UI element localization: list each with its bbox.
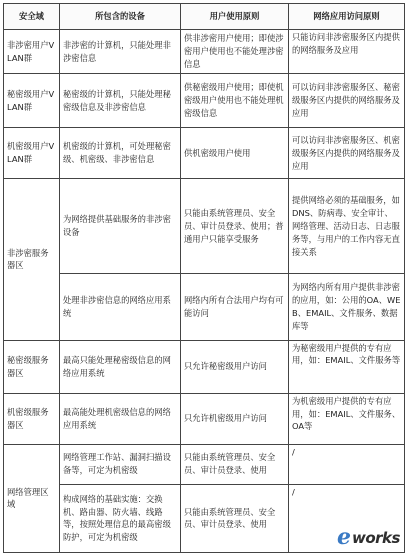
security-zone-cell: 非涉密服务器区 [4, 179, 60, 340]
header-cell: 安全域 [4, 4, 60, 30]
watermark-works-text: works [352, 529, 400, 547]
table-row [4, 393, 405, 444]
user-rule-cell: 只允许机密级用户访问 [181, 393, 289, 444]
device-cell: 非涉密的计算机，只能处理非涉密信息 [60, 30, 181, 74]
eworks-watermark-logo [337, 526, 399, 550]
security-domain-table [3, 3, 405, 553]
table-row [4, 128, 405, 179]
access-rule-cell: 可以访问非涉密服务区、秘密级服务区内提供的网络服务及应用 [289, 74, 405, 128]
table-row [4, 340, 405, 393]
device-cell: 构成网络的基础实施：交换机、路由器、防火墙、线路等，按照处理信息的最高密级防护，可定为机密级 [60, 484, 181, 552]
access-rule-cell: 为秘密级用户提供的专有应用，如：EMAIL、文件服务等 [289, 340, 405, 393]
user-rule-cell: 只能由系统管理员、安全员、审计员登录、使用；普通用户只能享受服务 [181, 179, 289, 274]
table-row [4, 74, 405, 128]
header-cell: 所包含的设备 [60, 4, 181, 30]
user-rule-cell: 供非涉密用户使用；即使涉密用户使用也不能处理涉密信息 [181, 30, 289, 74]
user-rule-cell: 只允许秘密级用户访问 [181, 340, 289, 393]
security-zone-cell: 机密级服务器区 [4, 393, 60, 444]
user-rule-cell: 供秘密级用户使用；即使机密级用户使用也不能处理机密级信息 [181, 74, 289, 128]
table-row [4, 30, 405, 74]
user-rule-cell: 网络内所有合法用户均有可能访问 [181, 274, 289, 340]
header-cell: 网络应用访问原则 [289, 4, 405, 30]
device-cell: 秘密级的计算机，只能处理秘密级信息及非涉密信息 [60, 74, 181, 128]
device-cell: 网络管理工作站、漏洞扫描设备等，可定为机密级 [60, 444, 181, 484]
access-rule-cell: 提供网络必须的基础服务，如DNS、防病毒、安全审计、网络管理、活动日志、日志服务等，与用户的工作内容无直接关系 [289, 179, 405, 274]
security-zone-cell: 网络管理区域 [4, 444, 60, 552]
security-zone-cell: 秘密级用户VLAN群 [4, 74, 60, 128]
table-row [4, 179, 405, 274]
device-cell: 最高能处理机密级信息的网络应用系统 [60, 393, 181, 444]
access-rule-cell: 为机密级用户提供的专有应用，如：EMAIL、文件服务、OA等 [289, 393, 405, 444]
access-rule-cell: 只能访问非涉密服务区内提供的网络服务及应用 [289, 30, 405, 74]
watermark-e-glyph: e [337, 524, 351, 550]
document-page [3, 3, 404, 553]
access-rule-cell: / [289, 444, 405, 484]
user-rule-cell: 供机密级用户使用 [181, 128, 289, 179]
security-zone-cell: 非涉密用户VLAN群 [4, 30, 60, 74]
device-cell: 处理非涉密信息的网络应用系统 [60, 274, 181, 340]
access-rule-cell: 为网络内所有用户提供非涉密的应用，如：公用的OA、WEB、EMAIL、文件服务、数据库等 [289, 274, 405, 340]
access-rule-cell: 可以访问非涉密服务区、机密级服务区内提供的网络服务及应用 [289, 128, 405, 179]
header-cell: 用户使用原则 [181, 4, 289, 30]
security-zone-cell: 机密级用户VLAN群 [4, 128, 60, 179]
device-cell: 机密级的计算机，可处理秘密级、机密级、非涉密信息 [60, 128, 181, 179]
table-row [4, 274, 405, 340]
security-zone-cell: 秘密级服务器区 [4, 340, 60, 393]
device-cell: 为网络提供基础服务的非涉密设备 [60, 179, 181, 274]
access-rule-cell: / [289, 484, 405, 552]
user-rule-cell: 只能由系统管理员、安全员、审计员登录、使用 [181, 484, 289, 552]
user-rule-cell: 只能由系统管理员、安全员、审计员登录、使用 [181, 444, 289, 484]
header-row [4, 4, 405, 30]
table-row [4, 444, 405, 484]
device-cell: 最高只能处理秘密级信息的网络应用系统 [60, 340, 181, 393]
